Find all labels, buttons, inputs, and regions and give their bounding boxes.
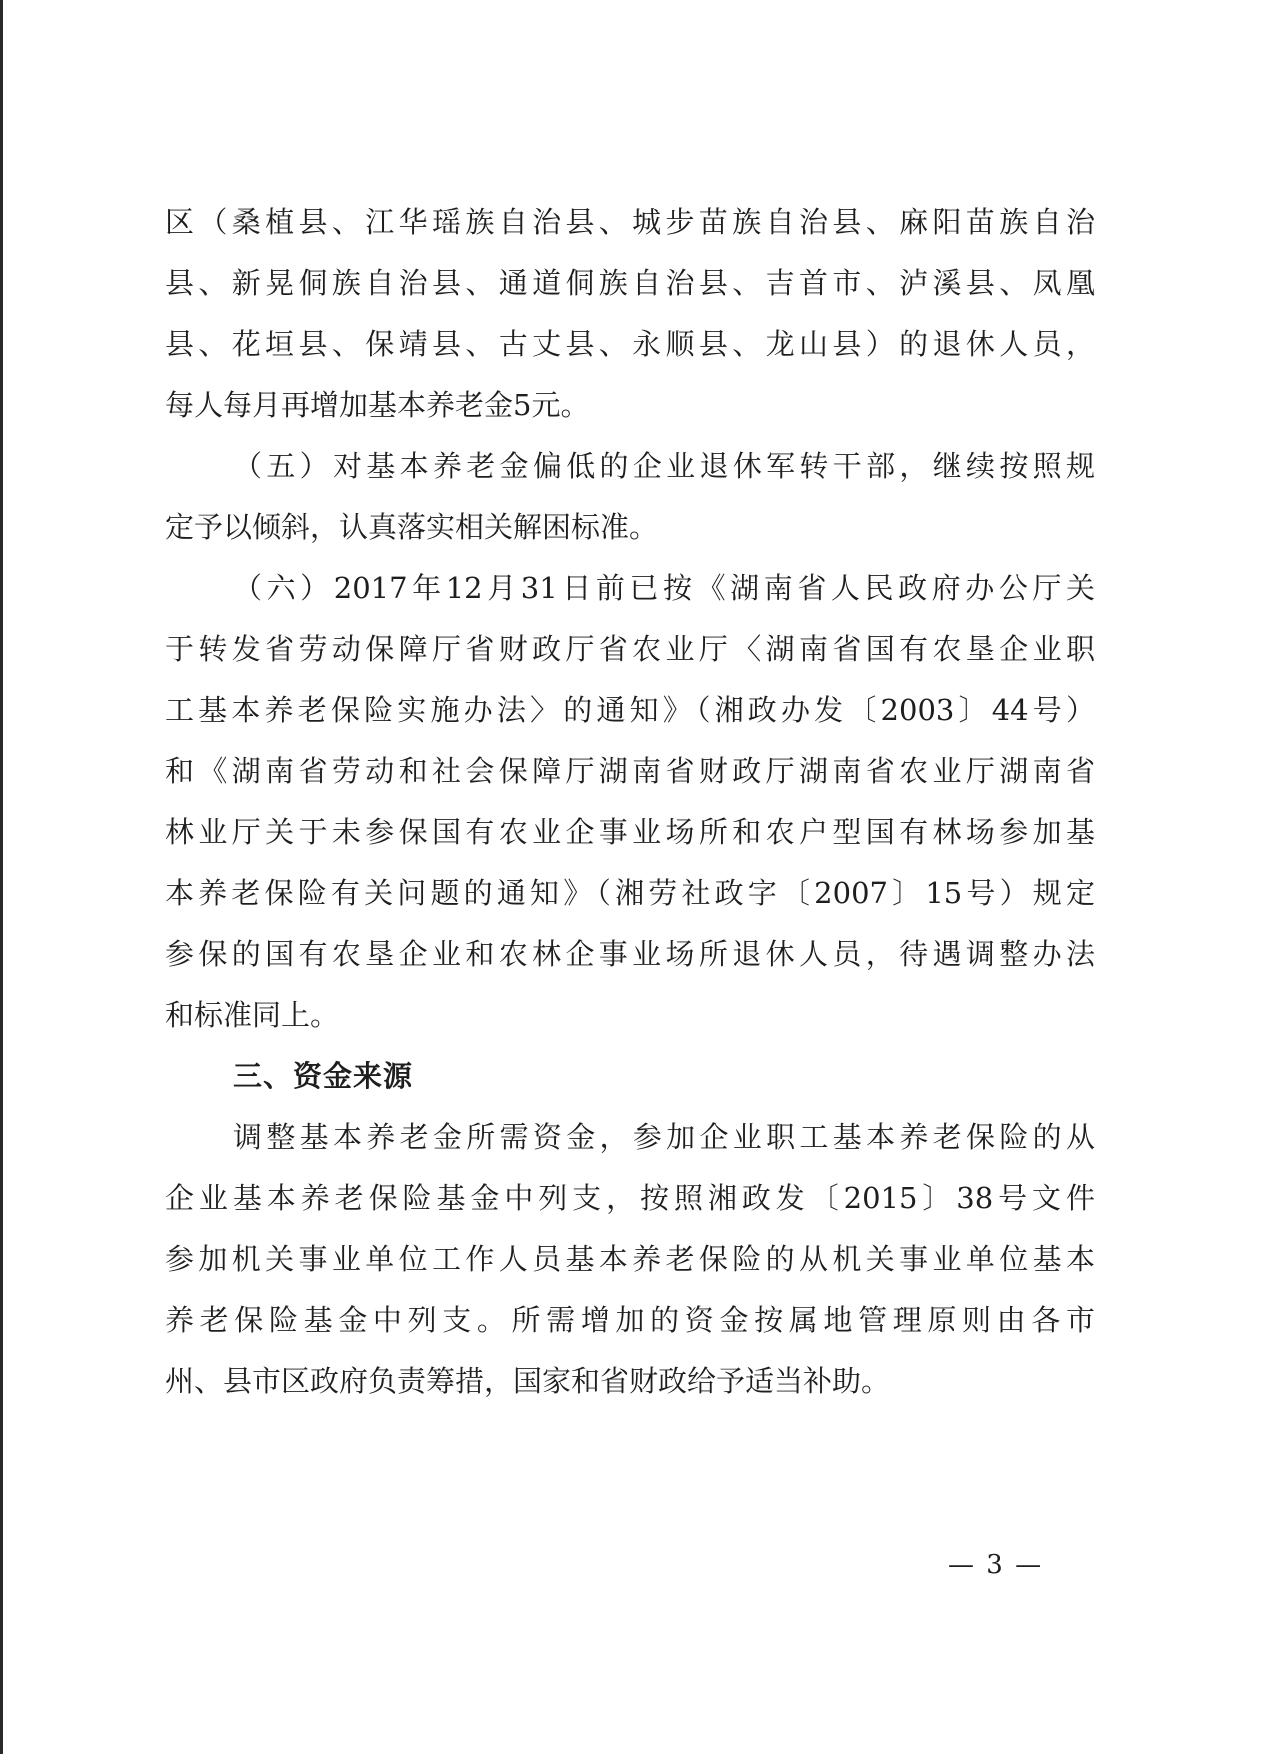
text-line: 工基本养老保险实施办法〉的通知》（湘政办发〔2003〕44号） — [165, 693, 1095, 727]
text-line: 和标准同上。 — [165, 998, 340, 1032]
text-line: 州、县市区政府负责筹措，国家和省财政给予适当补助。 — [165, 1364, 891, 1398]
text-line: 本养老保险有关问题的通知》（湘劳社政字〔2007〕15号）规定 — [165, 876, 1095, 910]
scan-edge-shadow — [0, 0, 3, 1754]
page-number: — 3 — — [948, 1550, 1044, 1580]
text-line: 区（桑植县、江华瑶族自治县、城步苗族自治县、麻阳苗族自治 — [165, 205, 1095, 239]
text-line: 参保的国有农垦企业和农林企事业场所退休人员，待遇调整办法 — [165, 937, 1095, 971]
text-line: 定予以倾斜，认真落实相关解困标准。 — [165, 510, 659, 544]
text-line: 参加机关事业单位工作人员基本养老保险的从机关事业单位基本 — [165, 1242, 1095, 1276]
section-heading-funding-source: 三、资金来源 — [233, 1059, 414, 1093]
text-line: 企业基本养老保险基金中列支，按照湘政发〔2015〕38号文件 — [165, 1181, 1095, 1215]
paragraph-six-start: （六）2017年12月31日前已按《湖南省人民政府办公厅关 — [233, 571, 1095, 605]
text-line: 和《湖南省劳动和社会保障厅湖南省财政厅湖南省农业厅湖南省 — [165, 754, 1095, 788]
text-line: 养老保险基金中列支。所需增加的资金按属地管理原则由各市 — [165, 1303, 1095, 1337]
text-line: 每人每月再增加基本养老金5元。 — [165, 388, 590, 422]
text-line: 县、花垣县、保靖县、古丈县、永顺县、龙山县）的退休人员， — [165, 327, 1095, 361]
funding-paragraph-start: 调整基本养老金所需资金，参加企业职工基本养老保险的从 — [233, 1120, 1095, 1154]
text-line: 县、新晃侗族自治县、通道侗族自治县、吉首市、泸溪县、凤凰 — [165, 266, 1095, 300]
text-line: 林业厅关于未参保国有农业企事业场所和农户型国有林场参加基 — [165, 815, 1095, 849]
paragraph-five-start: （五）对基本养老金偏低的企业退休军转干部，继续按照规 — [233, 449, 1095, 483]
text-line: 于转发省劳动保障厅省财政厅省农业厅〈湖南省国有农垦企业职 — [165, 632, 1095, 666]
